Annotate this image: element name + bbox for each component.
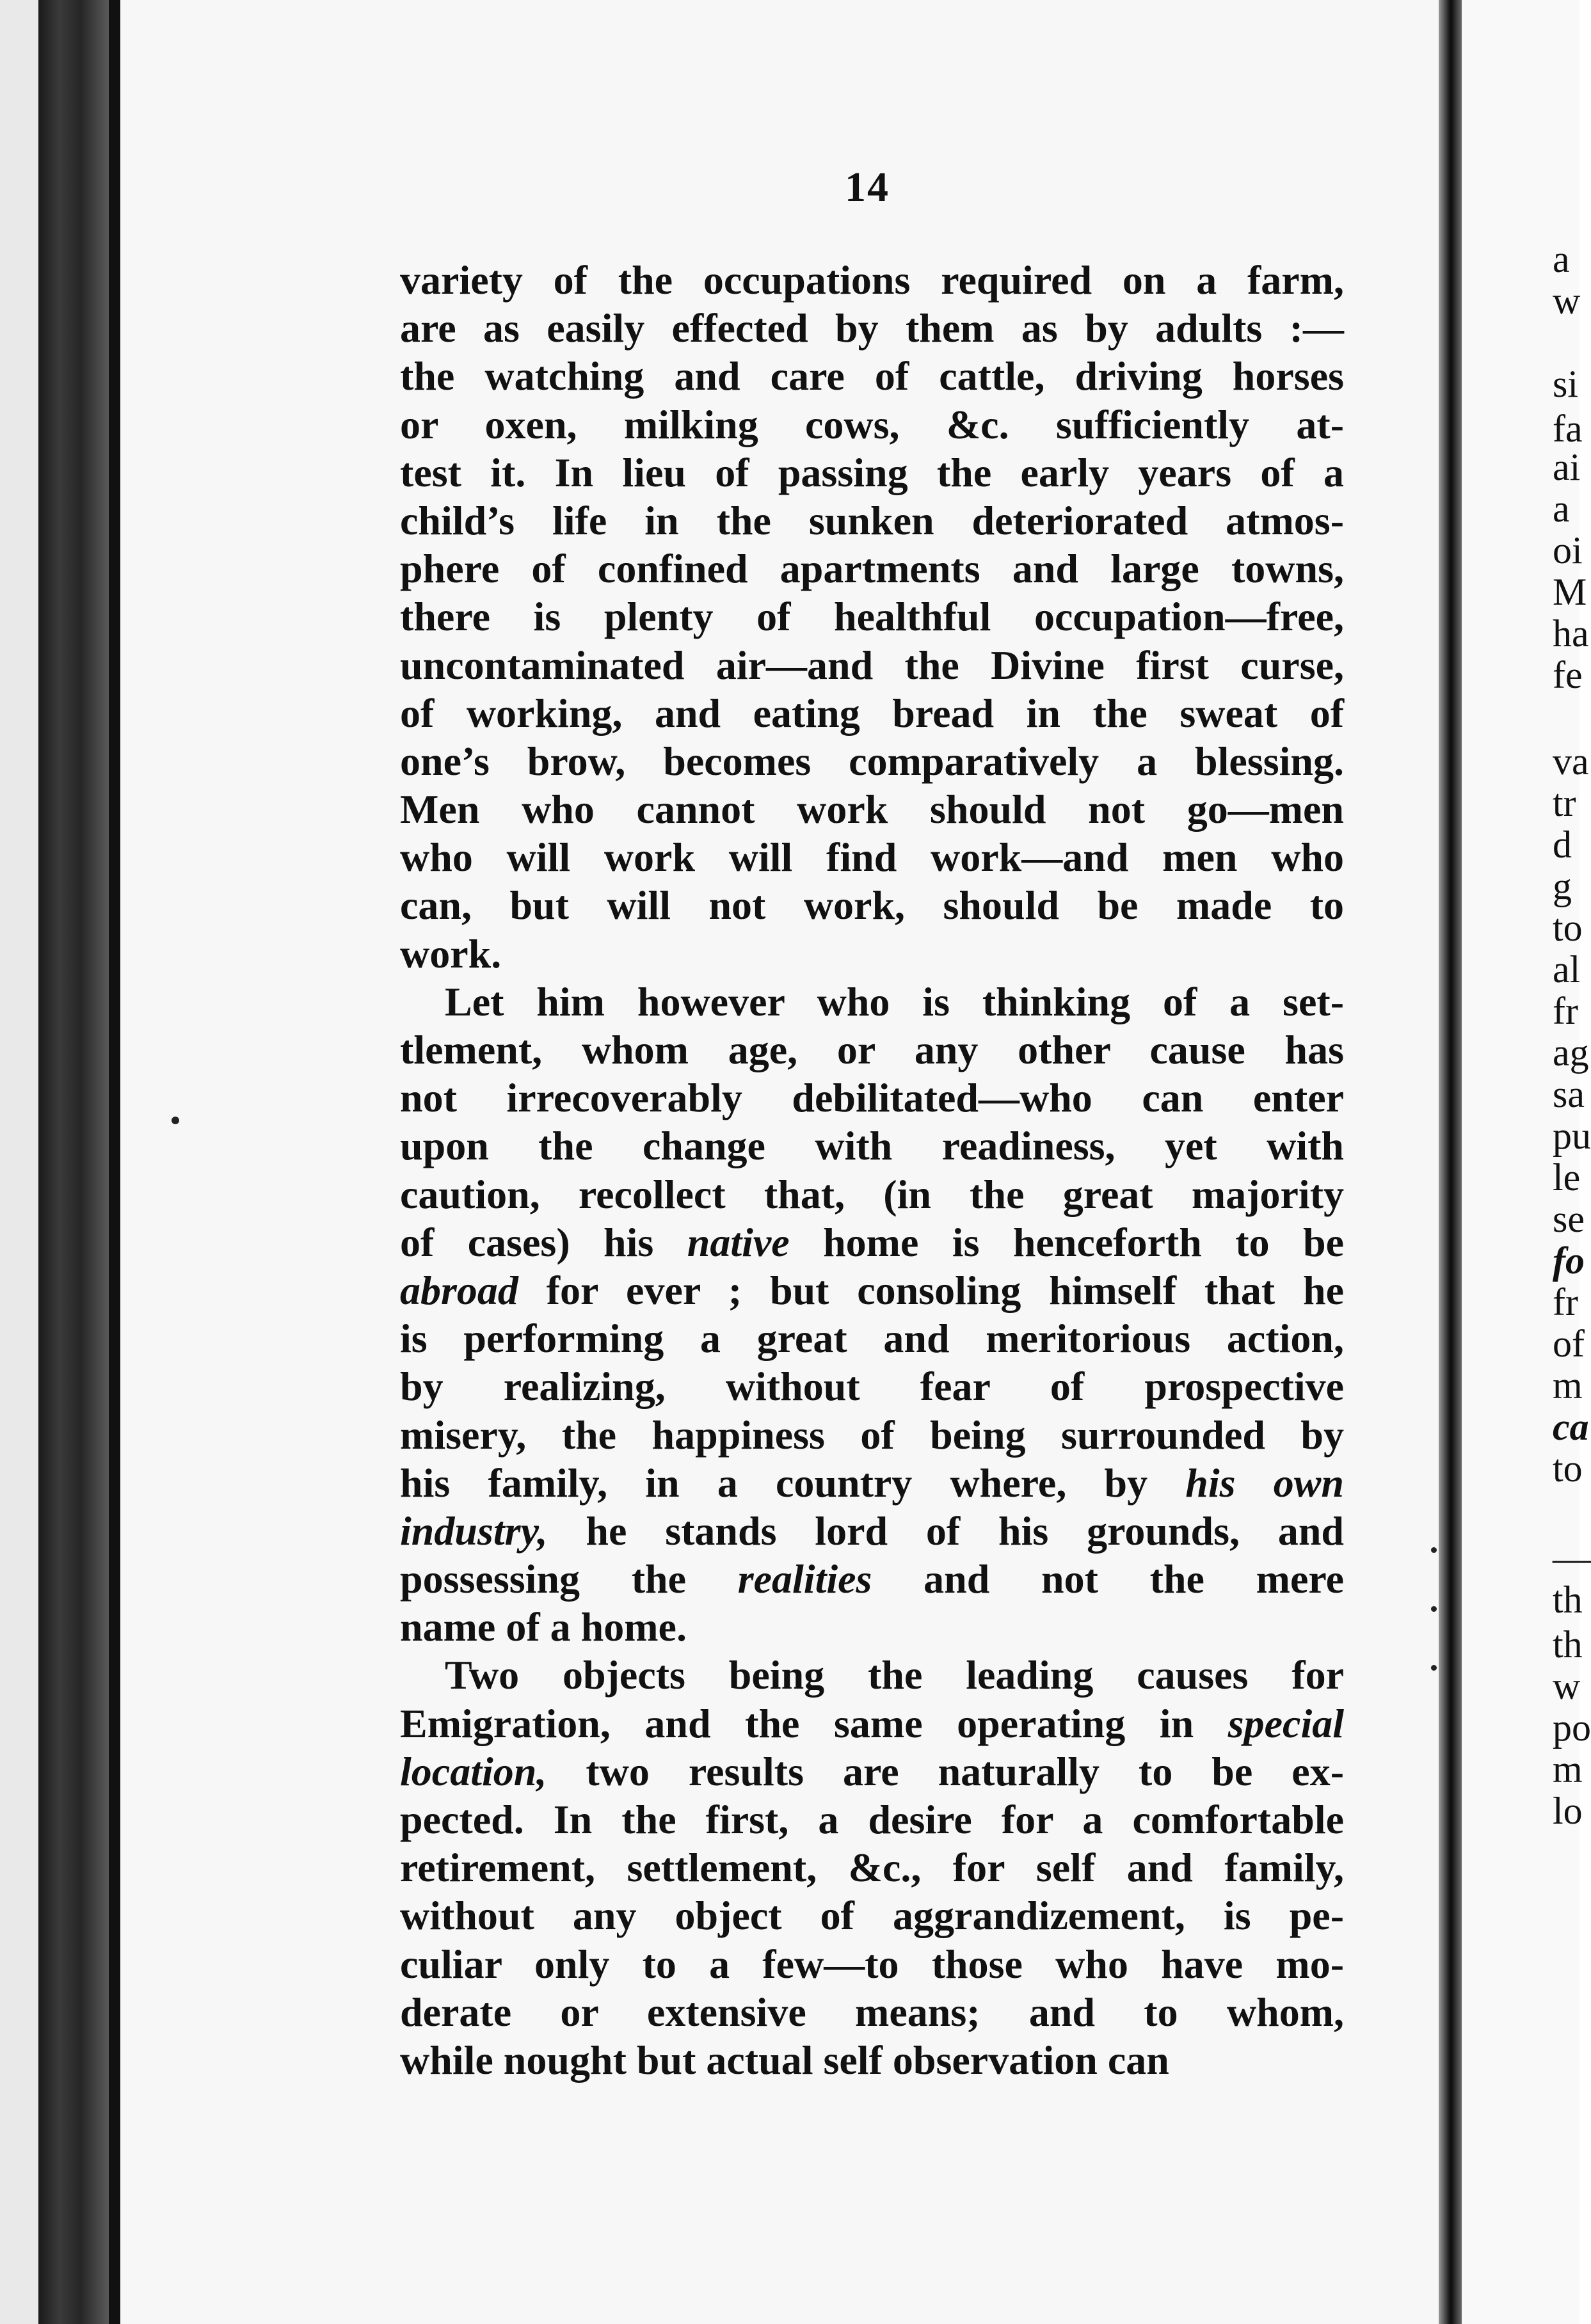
text-line bbox=[400, 1988, 1344, 2036]
page-body-text bbox=[400, 256, 1344, 2084]
text-run: without any object of aggrandizement, is pe- bbox=[400, 1893, 1344, 1939]
text-run: Emigration, and the same operating in bbox=[400, 1700, 1228, 1746]
text-line bbox=[400, 593, 1344, 641]
facing-page-fragment: th bbox=[1553, 1623, 1583, 1666]
text-run: one’s brow, becomes comparatively a blessing. bbox=[400, 738, 1344, 784]
text-run: of cases) his bbox=[400, 1219, 687, 1265]
facing-page-fragment: w bbox=[1553, 280, 1581, 322]
facing-page-fragment: th bbox=[1553, 1579, 1583, 1621]
italic-text: special bbox=[1227, 1700, 1344, 1746]
italic-text: native bbox=[687, 1219, 790, 1265]
text-run: Men who cannot work should not go—men bbox=[400, 786, 1344, 832]
text-run: child’s life in the sunken deteriorated atmos- bbox=[400, 497, 1344, 543]
text-run: can, but will not work, should be made to bbox=[400, 882, 1344, 928]
ink-speck bbox=[172, 1117, 179, 1124]
facing-page-fragment: oi bbox=[1553, 529, 1583, 571]
text-run: upon the change with readiness, yet with bbox=[400, 1123, 1344, 1169]
facing-page-fragment: — bbox=[1553, 1537, 1591, 1579]
text-line bbox=[400, 1459, 1344, 1507]
facing-page-fragment: po bbox=[1553, 1707, 1591, 1749]
text-line bbox=[400, 1507, 1344, 1555]
facing-page-fragment: g bbox=[1553, 865, 1572, 907]
binding-edge bbox=[109, 0, 120, 2324]
text-run: name of a home. bbox=[400, 1604, 687, 1650]
text-line bbox=[400, 1699, 1344, 1747]
text-run: uncontaminated air—and the Divine first curse, bbox=[400, 642, 1344, 688]
text-run: are as easily effected by them as by adults :— bbox=[400, 305, 1344, 351]
text-line bbox=[400, 1026, 1344, 1074]
text-run: Let him however who is thinking of a set- bbox=[445, 978, 1344, 1024]
text-line bbox=[400, 401, 1344, 449]
text-run: culiar only to a few—to those who have mo- bbox=[400, 1941, 1344, 1987]
facing-page-fragment: fr bbox=[1553, 1281, 1578, 1323]
text-line bbox=[400, 689, 1344, 737]
text-line bbox=[400, 1747, 1344, 1795]
text-line bbox=[400, 1411, 1344, 1459]
text-line bbox=[400, 1074, 1344, 1122]
text-line bbox=[400, 1362, 1344, 1410]
text-run: and not the mere bbox=[872, 1556, 1345, 1602]
facing-page-fragment: sa bbox=[1553, 1073, 1585, 1115]
text-line bbox=[400, 1891, 1344, 1939]
facing-page-fragment: le bbox=[1553, 1156, 1581, 1198]
facing-page-fragment: al bbox=[1553, 948, 1581, 991]
facing-page-fragment: m bbox=[1553, 1364, 1583, 1406]
text-line bbox=[400, 1940, 1344, 1988]
text-run: by realizing, without fear of prospective bbox=[400, 1364, 1344, 1410]
text-run: while nought but actual self observation can bbox=[400, 2037, 1169, 2083]
facing-page-edge bbox=[1462, 0, 1591, 2324]
text-line bbox=[400, 785, 1344, 833]
text-line bbox=[400, 352, 1344, 400]
ink-speck bbox=[1431, 1547, 1437, 1553]
text-run: pected. In the first, a desire for a comfortable bbox=[400, 1797, 1344, 1842]
text-run: misery, the happiness of being surrounded by bbox=[400, 1412, 1344, 1458]
text-line bbox=[400, 641, 1344, 689]
facing-page-fragment: fa bbox=[1553, 408, 1583, 450]
facing-page-fragment: se bbox=[1553, 1198, 1585, 1240]
text-line bbox=[400, 545, 1344, 593]
text-run: caution, recollect that, (in the great majority bbox=[400, 1171, 1344, 1217]
text-line bbox=[400, 256, 1344, 304]
text-run: is performing a great and meritorious action, bbox=[400, 1316, 1344, 1362]
italic-text: location, bbox=[400, 1748, 547, 1794]
text-line bbox=[400, 304, 1344, 352]
text-run: for ever ; but consoling himself that he bbox=[518, 1267, 1344, 1313]
facing-page-fragment: lo bbox=[1553, 1790, 1583, 1832]
text-run: not irrecoverably debilitated—who can enter bbox=[400, 1075, 1344, 1121]
text-run: of working, and eating bread in the sweat of bbox=[400, 690, 1344, 736]
text-line bbox=[400, 1170, 1344, 1218]
facing-page-fragment: of bbox=[1553, 1323, 1585, 1365]
text-run: home is henceforth to be bbox=[789, 1219, 1345, 1265]
facing-page-fragment: d bbox=[1553, 824, 1572, 866]
text-run: Two objects being the leading causes for bbox=[445, 1652, 1344, 1698]
page-number: 14 bbox=[845, 164, 890, 211]
italic-text: his own bbox=[1185, 1460, 1345, 1506]
text-line bbox=[400, 2036, 1344, 2084]
text-run: or oxen, milking cows, &c. sufficiently at- bbox=[400, 401, 1344, 447]
facing-page-fragment: fo bbox=[1553, 1239, 1585, 1282]
text-line bbox=[400, 1266, 1344, 1314]
text-run: there is plenty of healthful occupation—free, bbox=[400, 594, 1344, 640]
facing-page-fragment: m bbox=[1553, 1748, 1583, 1790]
facing-page-fragment: ai bbox=[1553, 446, 1581, 488]
text-line bbox=[400, 833, 1344, 881]
ink-speck bbox=[1431, 1606, 1437, 1612]
italic-text: realities bbox=[737, 1556, 872, 1602]
text-run: tlement, whom age, or any other cause has bbox=[400, 1027, 1344, 1072]
facing-page-fragment: pu bbox=[1553, 1115, 1591, 1157]
facing-page-fragment: M bbox=[1553, 571, 1587, 613]
text-line bbox=[400, 1603, 1344, 1651]
facing-page-fragment: a bbox=[1553, 238, 1570, 280]
facing-page-fragment: fe bbox=[1553, 654, 1583, 696]
text-line bbox=[400, 1218, 1344, 1266]
text-run: phere of confined apartments and large towns, bbox=[400, 546, 1344, 592]
text-line bbox=[400, 1314, 1344, 1362]
text-line bbox=[400, 737, 1344, 785]
scan-left-margin bbox=[0, 0, 38, 2324]
text-run: possessing the bbox=[400, 1556, 738, 1602]
book-binding bbox=[38, 0, 109, 2324]
text-run: derate or extensive means; and to whom, bbox=[400, 1989, 1344, 2035]
facing-page-fragment: ca bbox=[1553, 1406, 1589, 1448]
facing-page-fragment: va bbox=[1553, 740, 1589, 783]
text-run: the watching and care of cattle, driving horses bbox=[400, 353, 1344, 399]
text-line bbox=[400, 1555, 1344, 1603]
text-run: he stands lord of his grounds, and bbox=[547, 1508, 1344, 1554]
italic-text: industry, bbox=[400, 1508, 548, 1554]
italic-text: abroad bbox=[400, 1267, 518, 1313]
facing-page-fragment: w bbox=[1553, 1665, 1581, 1707]
facing-page-fragment: to bbox=[1553, 1447, 1583, 1490]
text-line bbox=[400, 881, 1344, 929]
text-line bbox=[400, 1122, 1344, 1170]
text-run: test it. In lieu of passing the early years of a bbox=[400, 449, 1344, 495]
facing-page-fragment: a bbox=[1553, 488, 1570, 530]
text-line bbox=[400, 978, 1344, 1026]
ink-speck bbox=[1431, 1665, 1437, 1671]
facing-page-fragment: ha bbox=[1553, 612, 1589, 655]
text-run: variety of the occupations required on a farm, bbox=[400, 257, 1344, 303]
text-run: who will work will find work—and men who bbox=[400, 834, 1344, 880]
page-gutter bbox=[1439, 0, 1462, 2324]
text-line bbox=[400, 1843, 1344, 1891]
text-run: retirement, settlement, &c., for self and family, bbox=[400, 1845, 1344, 1891]
text-run: work. bbox=[400, 930, 502, 976]
facing-page-fragment: si bbox=[1553, 363, 1579, 405]
text-line bbox=[400, 449, 1344, 497]
text-line bbox=[400, 1651, 1344, 1699]
text-run: two results are naturally to be ex- bbox=[547, 1748, 1344, 1794]
facing-page-fragment: fr bbox=[1553, 990, 1578, 1032]
text-run: his family, in a country where, by bbox=[400, 1460, 1186, 1506]
text-line bbox=[400, 497, 1344, 545]
facing-page-fragment: ag bbox=[1553, 1031, 1589, 1074]
text-line bbox=[400, 1795, 1344, 1843]
text-line bbox=[400, 930, 1344, 978]
facing-page-fragment: tr bbox=[1553, 782, 1576, 824]
facing-page-fragment: to bbox=[1553, 907, 1583, 949]
